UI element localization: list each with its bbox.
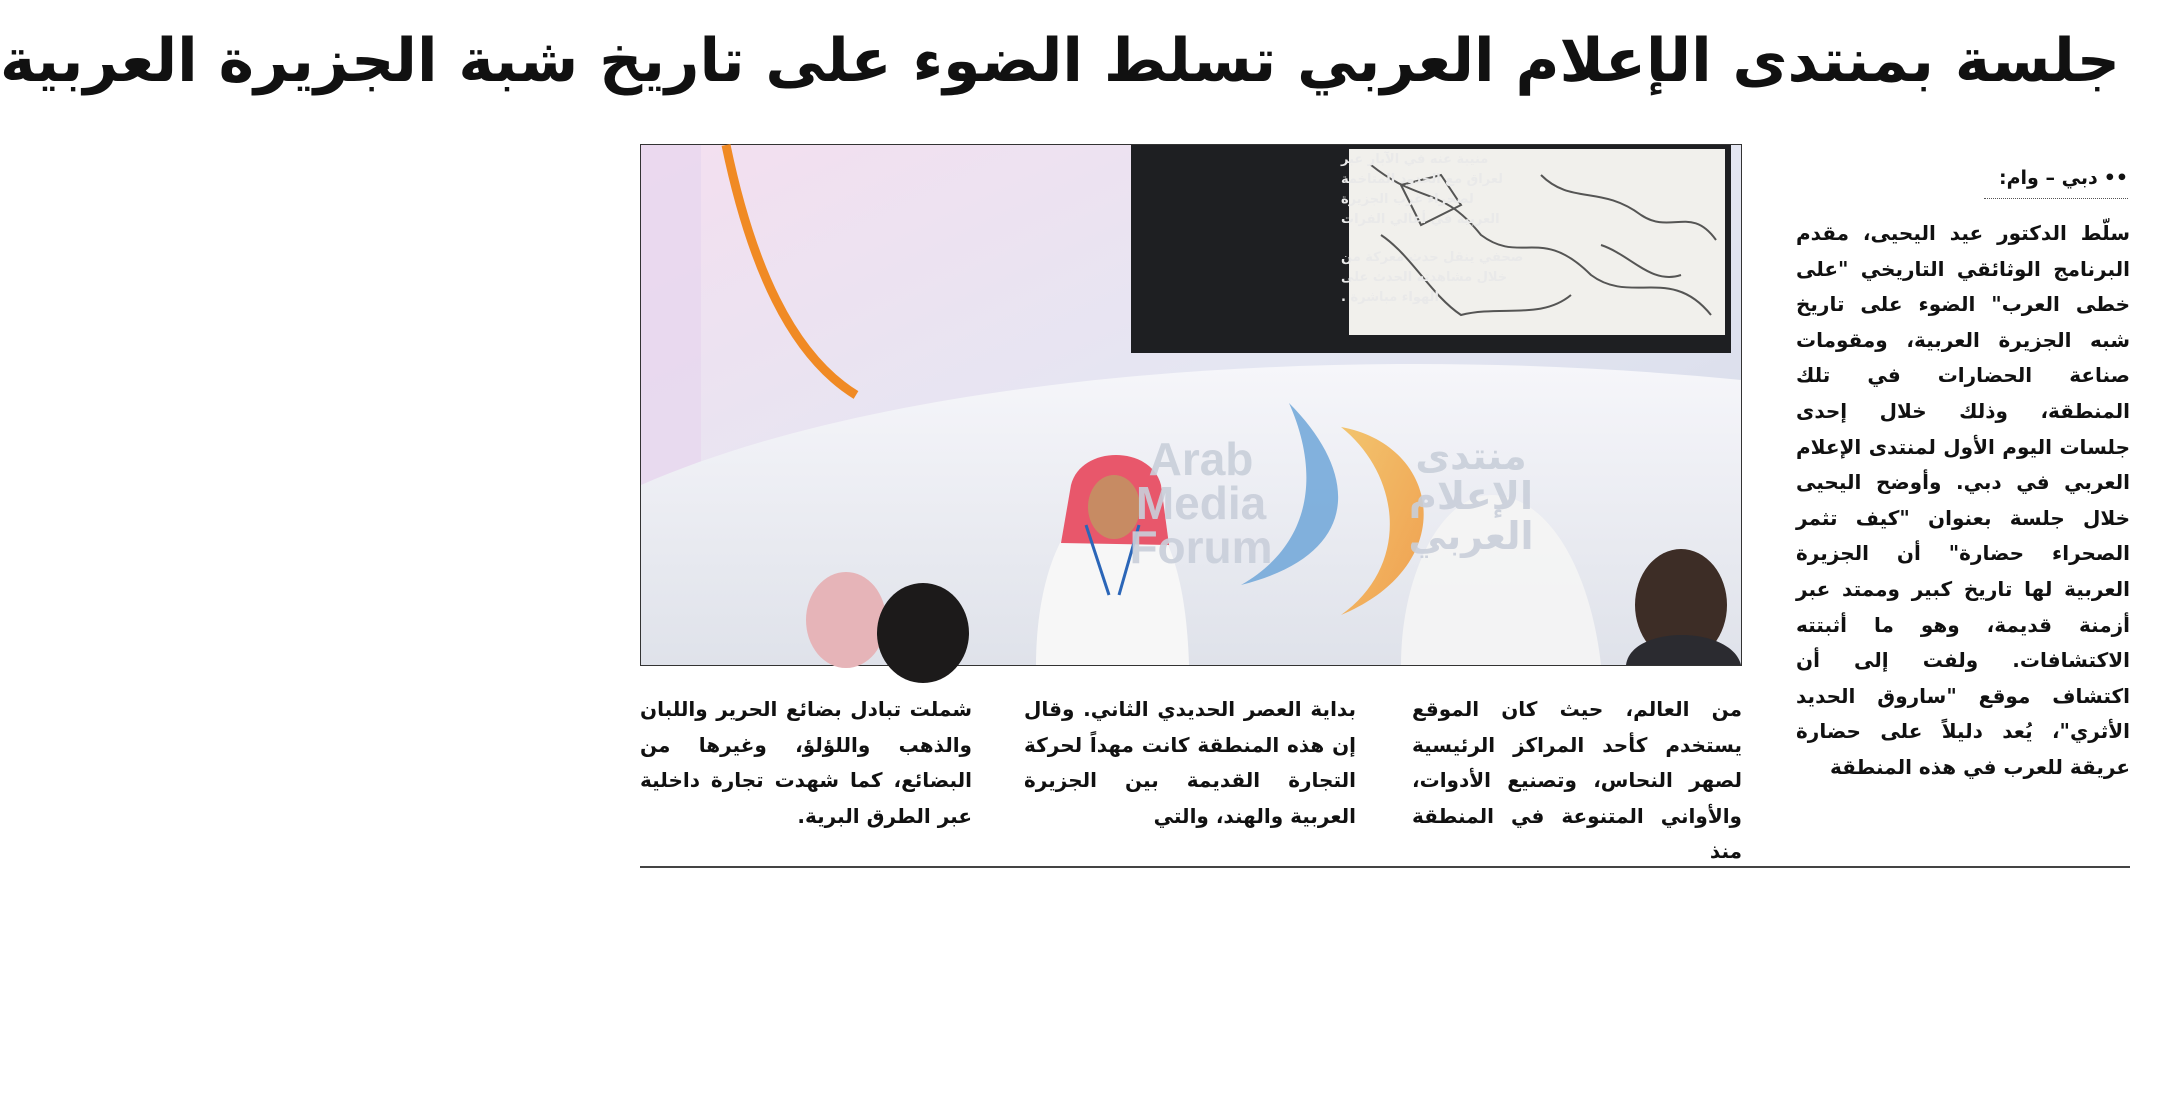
logo-text-media: Media [1135, 477, 1267, 529]
article-column-4 [640, 692, 972, 842]
logo-arabic-1: منتدى [1415, 434, 1527, 478]
screen-line-2: لعراق مع الحدود المتاخمة [1341, 172, 1504, 187]
bottom-rule [640, 866, 2130, 868]
news-photo [640, 144, 1742, 666]
screen-line-6: خلال مشاهدته الحدث على [1341, 270, 1508, 285]
dateline-bullet: •• [2103, 167, 2128, 189]
screen-line-7: الهواء مباشرة . [1341, 290, 1439, 305]
logo-text-forum: Forum [1129, 521, 1273, 573]
dateline [1984, 158, 2128, 199]
article-column-1 [1796, 216, 2130, 856]
session-photo-illustration [641, 145, 1741, 665]
logo-arabic-3: العربي [1408, 514, 1534, 558]
logo-text-arab: Arab [1148, 433, 1254, 485]
screen-line-3: لصحراء غرب الجزيرة [1341, 192, 1474, 207]
article-column-2 [1412, 692, 1742, 864]
audience-head-pink [806, 572, 886, 668]
audience-head-dark [877, 583, 969, 683]
headline: جلسة بمنتدى الإعلام العربي تسلط الضوء على تاريخ شبة الجزيرة العربية [0, 26, 2120, 96]
column-1-text: سلّط الدكتور عيد اليحيى، مقدم البرنامج الوثائقي التاريخي "على خطى العرب" الضوء على تاريخ شبه الجزيرة العربية، ومقومات صناعة الحضارات في تلك المنطقة، وذلك خلال إحدى جلسات اليوم الأول لمنتدى الإعلام العربي في دبي. وأوضح اليحيى خلال جلسة بعنوان "كيف تثمر الصحراء حضارة" أن الجزيرة العربية لها تاريخ كبير وممتد عبر أزمنة قديمة، وهو ما أثبتته الاكتشافات. ولفت إلى أن اكتشاف موقع "ساروق الحديد الأثري"، يُعد دليلاً على حضارة عريقة للعرب في هذه المنطقة [1796, 221, 2130, 779]
screen-line-5: صحفي ينقل حدث معركة من [1341, 250, 1524, 265]
article-column-3 [1024, 692, 1356, 842]
column-4-text: شملت تبادل بضائع الحرير واللبان والذهب واللؤلؤ، وغيرها من البضائع، كما شهدت تجارة داخلية عبر الطرق البرية. [640, 697, 972, 828]
column-2-text: من العالم، حيث كان الموقع يستخدم كأحد المراكز الرئيسية لصهر النحاس، وتصنيع الأدوات، والأواني المتنوعة في المنطقة منذ [1412, 697, 1742, 864]
screen-line-1: منيبة عنه في الآبار عبر [1341, 152, 1489, 167]
screen-line-4: العربية في أعالي الفرات [1341, 212, 1500, 227]
column-3-text: بداية العصر الحديدي الثاني. وقال إن هذه المنطقة كانت مهداً لحركة التجارة القديمة بين الجزيرة العربية والهند، والتي [1024, 697, 1356, 828]
dateline-text: دبي – وام: [1999, 167, 2098, 189]
logo-arabic-2: الإعلام [1409, 474, 1533, 518]
